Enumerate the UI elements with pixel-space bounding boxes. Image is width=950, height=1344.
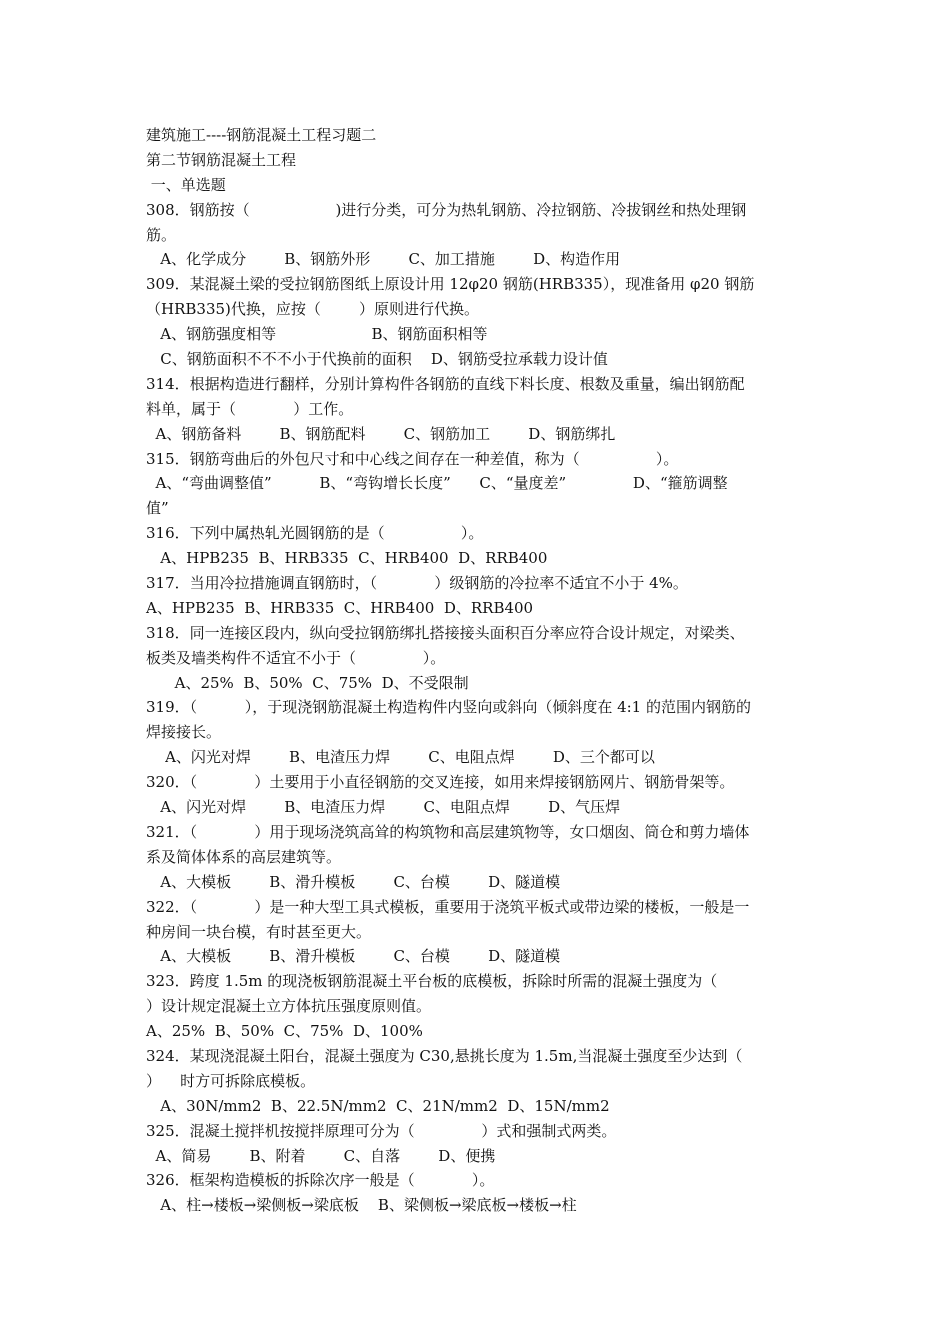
question-321-options: A、大模板 B、滑升模板 C、台模 D、隧道模 [146,872,561,891]
question-326-options: A、柱→楼板→梁侧板→梁底板 B、梁侧板→梁底板→楼板→柱 [146,1196,577,1215]
question-308-options: A、化学成分 B、钢筋外形 C、加工措施 D、构造作用 [146,250,621,269]
question-320-text: 320．（ ）土要用于小直径钢筋的交叉连接，如用来焊接钢筋网片、钢筋骨架等。 [146,773,735,792]
question-315-options: A、“弯曲调整值” B、“弯钩增长长度” C、“量度差” D、“箍筋调整 [146,474,728,493]
question-314-text-cont: 料单，属于（ ）工作。 [146,399,354,418]
section-heading: 第二节钢筋混凝土工程 [146,150,297,169]
question-308-text-cont: 筋。 [146,225,177,244]
question-309-options-ab: A、钢筋强度相等 B、钢筋面积相等 [146,325,488,344]
question-317-text: 317．当用冷拉措施调直钢筋时，（ ）级钢筋的冷拉率不适宜不小于 4%。 [146,574,688,593]
document-page [146,123,808,1218]
question-323-text: 323．跨度 1.5m 的现浇板钢筋混凝土平台板的底模板，拆除时所需的混凝土强度为（ [146,972,718,991]
question-319-text: 319．（ ），于现浇钢筋混凝土构造构件内竖向或斜向（倾斜度在 4:1 的范围内钢筋的 [146,698,751,717]
question-315-text: 315．钢筋弯曲后的外包尺寸和中心线之间存在一种差值，称为（ ）。 [146,449,679,468]
question-315-options-cont: 值” [146,499,169,518]
question-314-options: A、钢筋备料 B、钢筋配料 C、钢筋加工 D、钢筋绑扎 [146,424,616,443]
question-319-text-cont: 焊接接长。 [146,723,222,742]
question-323-options: A、25% B、50% C、75% D、100% [146,1022,423,1041]
question-322-text-cont: 种房间一块台模，有时甚至更大。 [146,922,372,941]
question-320-options: A、闪光对焊 B、电渣压力焊 C、电阻点焊 D、气压焊 [146,798,621,817]
question-316-text: 316．下列中属热轧光圆钢筋的是（ ）。 [146,524,484,543]
question-324-text-cont: ） 时方可拆除底模板。 [146,1071,316,1090]
question-318-text: 318．同一连接区段内，纵向受拉钢筋绑扎搭接接头面积百分率应符合设计规定，对梁类、 [146,623,745,642]
question-317-options: A、HPB235 B、HRB335 C、HRB400 D、RRB400 [146,598,534,617]
question-325-text: 325．混凝土搅拌机按搅拌原理可分为（ ）式和强制式两类。 [146,1121,617,1140]
subsection-heading: 一、单选题 [146,175,226,194]
question-325-options: A、简易 B、附着 C、自落 D、便携 [146,1146,496,1165]
question-309-options-cd: C、钢筋面积不不不小于代换前的面积 D、钢筋受拉承载力设计值 [146,350,608,369]
question-322-text: 322．（ ）是一种大型工具式模板，重要用于浇筑平板式或带边梁的楼板，一般是一 [146,897,750,916]
question-326-text: 326．框架构造模板的拆除次序一般是（ ）。 [146,1171,495,1190]
question-319-options: A、闪光对焊 B、电渣压力焊 C、电阻点焊 D、三个都可以 [146,748,655,767]
question-321-text: 321．（ ）用于现场浇筑高耸的构筑物和高层建筑物等，女口烟囱、筒仓和剪力墙体 [146,822,750,841]
question-321-text-cont: 系及简体体系的高层建筑等。 [146,847,342,866]
question-309-text: 309．某混凝土梁的受拉钢筋图纸上原设计用 12φ20 钢筋(HRB335），现准备用 φ20 钢筋 [146,275,755,294]
question-316-options: A、HPB235 B、HRB335 C、HRB400 D、RRB400 [146,549,548,568]
question-318-options: A、25% B、50% C、75% D、不受限制 [146,673,469,692]
question-318-text-cont: 板类及墙类构件不适宜不小于（ ）。 [146,648,446,667]
question-314-text: 314．根据构造进行翻样，分别计算构件各钢筋的直线下料长度、根数及重量，编出钢筋配 [146,374,745,393]
question-308-text: 308．钢筋按（ )进行分类，可分为热轧钢筋、冷拉钢筋、冷拔钢丝和热处理钢 [146,200,747,219]
question-309-text-cont: （HRB335)代换，应按（ ）原则进行代换。 [146,300,480,319]
question-324-options: A、30N/mm2 B、22.5N/mm2 C、21N/mm2 D、15N/mm2 [146,1096,610,1115]
question-322-options: A、大模板 B、滑升模板 C、台模 D、隧道模 [146,947,561,966]
document-title: 建筑施工----钢筋混凝土工程习题二 [146,126,377,144]
question-324-text: 324．某现浇混凝土阳台，混凝土强度为 C30,悬挑长度为 1.5m,当混凝土强度至少达到（ [146,1046,743,1065]
question-323-text-cont: ）设计规定混凝土立方体抗压强度原则值。 [146,997,432,1016]
